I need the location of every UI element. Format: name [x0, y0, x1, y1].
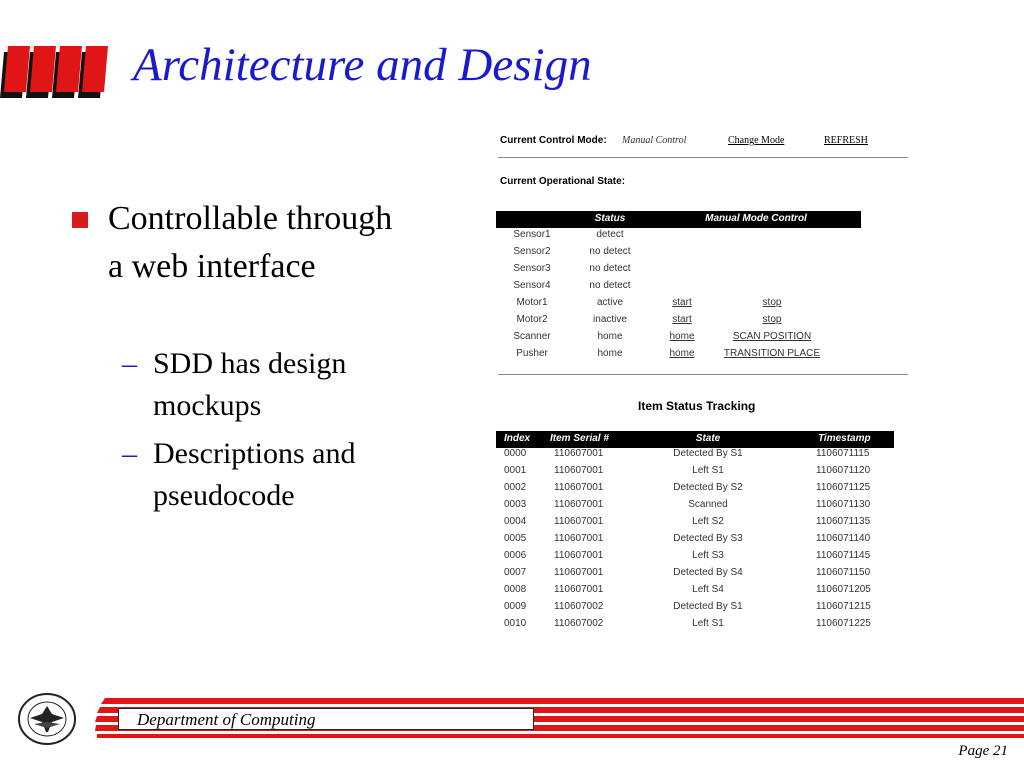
state-cell: Left S2 [692, 516, 724, 527]
timestamp-cell: 1106071135 [816, 516, 871, 527]
timestamp-cell: 1106071120 [816, 465, 871, 476]
serial-column-header: Item Serial # [550, 433, 609, 444]
serial-cell: 110607001 [554, 516, 604, 527]
control-action-link[interactable]: start [672, 314, 692, 325]
index-cell: 0008 [504, 584, 527, 595]
control-action-link[interactable]: stop [762, 314, 782, 325]
control-table-header [496, 211, 861, 228]
state-cell: Scanned [688, 499, 728, 510]
status-cell: active [596, 297, 624, 308]
index-column-header: Index [504, 433, 531, 444]
status-cell: no detect [589, 280, 631, 291]
timestamp-cell: 1106071215 [816, 601, 871, 612]
device-cell: Sensor2 [513, 246, 551, 257]
serial-cell: 110607001 [554, 482, 604, 493]
timestamp-cell: 1106071140 [816, 533, 871, 544]
control-action-link[interactable]: home [669, 348, 695, 359]
index-cell: 0006 [504, 550, 527, 561]
index-cell: 0005 [504, 533, 527, 544]
header-divider [498, 157, 908, 158]
title-bars-decoration [0, 40, 108, 100]
index-cell: 0001 [504, 465, 527, 476]
state-cell: Left S3 [692, 550, 724, 561]
control-action-link[interactable]: start [672, 297, 692, 308]
index-cell: 0003 [504, 499, 527, 510]
sub-bullet-2: Descriptions and pseudocode [153, 437, 356, 512]
device-cell: Motor1 [516, 297, 548, 308]
department-label: Department of Computing [137, 710, 316, 729]
timestamp-cell: 1106071205 [816, 584, 871, 595]
control-mode-label: Current Control Mode: [500, 135, 607, 146]
state-cell: Left S4 [692, 584, 724, 595]
item-table-header [496, 431, 894, 448]
sub-bullet-dash: – [122, 347, 137, 380]
serial-cell: 110607002 [554, 601, 604, 612]
index-cell: 0002 [504, 482, 527, 493]
status-column-header: Status [594, 213, 626, 224]
control-action-link[interactable]: stop [762, 297, 782, 308]
control-action-link[interactable]: TRANSITION PLACE [723, 348, 821, 359]
status-cell: home [597, 331, 623, 342]
state-cell: Detected By S1 [673, 601, 743, 612]
device-cell: Sensor1 [513, 229, 551, 240]
state-cell: Left S1 [692, 618, 724, 629]
timestamp-cell: 1106071130 [816, 499, 871, 510]
index-cell: 0009 [504, 601, 527, 612]
operational-state-label: Current Operational State: [500, 176, 626, 187]
index-cell: 0010 [504, 618, 527, 629]
serial-cell: 110607002 [554, 618, 604, 629]
serial-cell: 110607001 [554, 567, 604, 578]
sub-bullet-1: SDD has design mockups [153, 347, 347, 422]
index-cell: 0007 [504, 567, 527, 578]
serial-cell: 110607001 [554, 465, 604, 476]
serial-cell: 110607001 [554, 550, 604, 561]
serial-cell: 110607001 [554, 448, 604, 459]
index-cell: 0004 [504, 516, 527, 527]
item-tracking-title: Item Status Tracking [638, 399, 756, 413]
status-cell: detect [596, 229, 624, 240]
main-bullet: Controllable through a web interface [108, 200, 393, 285]
control-action-link[interactable]: SCAN POSITION [732, 331, 812, 342]
status-cell: home [597, 348, 623, 359]
page-number: Page 21 [958, 743, 1008, 759]
state-cell: Left S1 [692, 465, 724, 476]
state-cell: Detected By S3 [673, 533, 743, 544]
slide-title: Architecture and Design [133, 39, 592, 91]
timestamp-cell: 1106071115 [816, 448, 870, 459]
serial-cell: 110607001 [554, 499, 604, 510]
state-cell: Detected By S2 [673, 482, 743, 493]
change-mode-link[interactable]: Change Mode [728, 135, 785, 146]
status-cell: inactive [593, 314, 627, 325]
control-table-divider [498, 374, 908, 375]
status-cell: no detect [589, 263, 631, 274]
university-seal-logo [12, 692, 82, 746]
state-column-header: State [695, 433, 721, 444]
serial-cell: 110607001 [554, 533, 604, 544]
bullet-marker [72, 212, 88, 228]
device-cell: Pusher [516, 348, 548, 359]
timestamp-cell: 1106071125 [816, 482, 871, 493]
refresh-link[interactable]: REFRESH [824, 135, 868, 146]
sub-bullet-dash: – [122, 437, 137, 470]
device-cell: Sensor4 [513, 280, 551, 291]
state-cell: Detected By S4 [673, 567, 743, 578]
device-cell: Scanner [513, 331, 551, 342]
control-mode-value: Manual Control [622, 135, 687, 146]
device-cell: Sensor3 [513, 263, 551, 274]
timestamp-cell: 1106071145 [816, 550, 871, 561]
state-cell: Detected By S1 [673, 448, 743, 459]
timestamp-cell: 1106071150 [816, 567, 871, 578]
serial-cell: 110607001 [554, 584, 604, 595]
index-cell: 0000 [504, 448, 527, 459]
device-cell: Motor2 [516, 314, 548, 325]
manual-control-column-header: Manual Mode Control [705, 213, 807, 224]
status-cell: no detect [589, 246, 631, 257]
timestamp-cell: 1106071225 [816, 618, 871, 629]
timestamp-column-header: Timestamp [818, 433, 871, 444]
control-action-link[interactable]: home [669, 331, 695, 342]
